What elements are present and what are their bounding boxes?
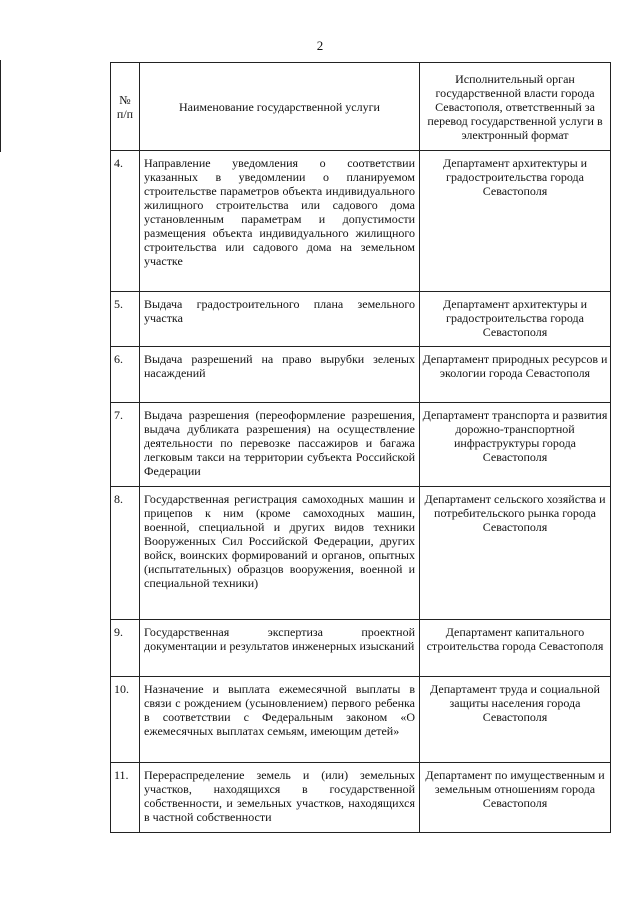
table-row bbox=[111, 292, 611, 347]
service-name: Перераспределение земель и (или) земельных участков, находящихся в государственной собственности, и земельных участков, находящихся в частной собственности bbox=[140, 763, 420, 833]
responsible-organ: Департамент архитектуры и градостроительства города Севастополя bbox=[420, 151, 611, 292]
responsible-organ: Департамент сельского хозяйства и потребительского рынка города Севастополя bbox=[420, 487, 611, 620]
table-row bbox=[111, 403, 611, 487]
row-number: 8. bbox=[111, 487, 140, 620]
row-number: 6. bbox=[111, 347, 140, 403]
table-row bbox=[111, 347, 611, 403]
header-organ: Исполнительный орган государственной власти города Севастополя, ответственный за перевод государственной услуги в электронный формат bbox=[420, 63, 611, 151]
service-name: Государственная регистрация самоходных машин и прицепов к ним (кроме самоходных машин, военной, специальной и других видов техники Вооруженных Сил Российской Федерации, других войск, воинских формирований и органов, опытных (испытательных) образцов вооружения, военной и специальной техники) bbox=[140, 487, 420, 620]
row-number: 5. bbox=[111, 292, 140, 347]
responsible-organ: Департамент по имущественным и земельным отношениям города Севастополя bbox=[420, 763, 611, 833]
page-number: 2 bbox=[316, 38, 324, 53]
row-number: 10. bbox=[111, 677, 140, 763]
margin-scan-mark bbox=[0, 60, 1, 152]
responsible-organ: Департамент транспорта и развития дорожно-транспортной инфраструктуры города Севастополя bbox=[420, 403, 611, 487]
table-row bbox=[111, 151, 611, 292]
responsible-organ: Департамент капитального строительства города Севастополя bbox=[420, 620, 611, 677]
row-number: 4. bbox=[111, 151, 140, 292]
header-number: № п/п bbox=[111, 63, 140, 151]
service-name: Выдача разрешений на право вырубки зеленых насаждений bbox=[140, 347, 420, 403]
services-table bbox=[110, 62, 611, 833]
responsible-organ: Департамент природных ресурсов и экологии города Севастополя bbox=[420, 347, 611, 403]
responsible-organ: Департамент архитектуры и градостроительства города Севастополя bbox=[420, 292, 611, 347]
row-number: 7. bbox=[111, 403, 140, 487]
row-number: 9. bbox=[111, 620, 140, 677]
table-row bbox=[111, 620, 611, 677]
table-header-row bbox=[111, 63, 611, 151]
service-name: Выдача разрешения (переоформление разрешения, выдача дубликата разрешения) на осуществление деятельности по перевозке пассажиров и багажа легковым такси на территории субъекта Российской Федерации bbox=[140, 403, 420, 487]
header-service: Наименование государственной услуги bbox=[140, 63, 420, 151]
service-name: Назначение и выплата ежемесячной выплаты в связи с рождением (усыновлением) первого ребенка в соответствии с Федеральным законом «О ежемесячных выплатах семьям, имеющим детей» bbox=[140, 677, 420, 763]
table-row bbox=[111, 487, 611, 620]
service-name: Выдача градостроительного плана земельного участка bbox=[140, 292, 420, 347]
table-row bbox=[111, 677, 611, 763]
service-name: Направление уведомления о соответствии указанных в уведомлении о планируемом строительстве параметров объекта индивидуального жилищного строительства или садового дома установленным параметрам и допустимости размещения объекта индивидуального жилищного строительства или садового дома на земельном участке bbox=[140, 151, 420, 292]
row-number: 11. bbox=[111, 763, 140, 833]
table-row bbox=[111, 763, 611, 833]
service-name: Государственная экспертиза проектной документации и результатов инженерных изысканий bbox=[140, 620, 420, 677]
responsible-organ: Департамент труда и социальной защиты населения города Севастополя bbox=[420, 677, 611, 763]
